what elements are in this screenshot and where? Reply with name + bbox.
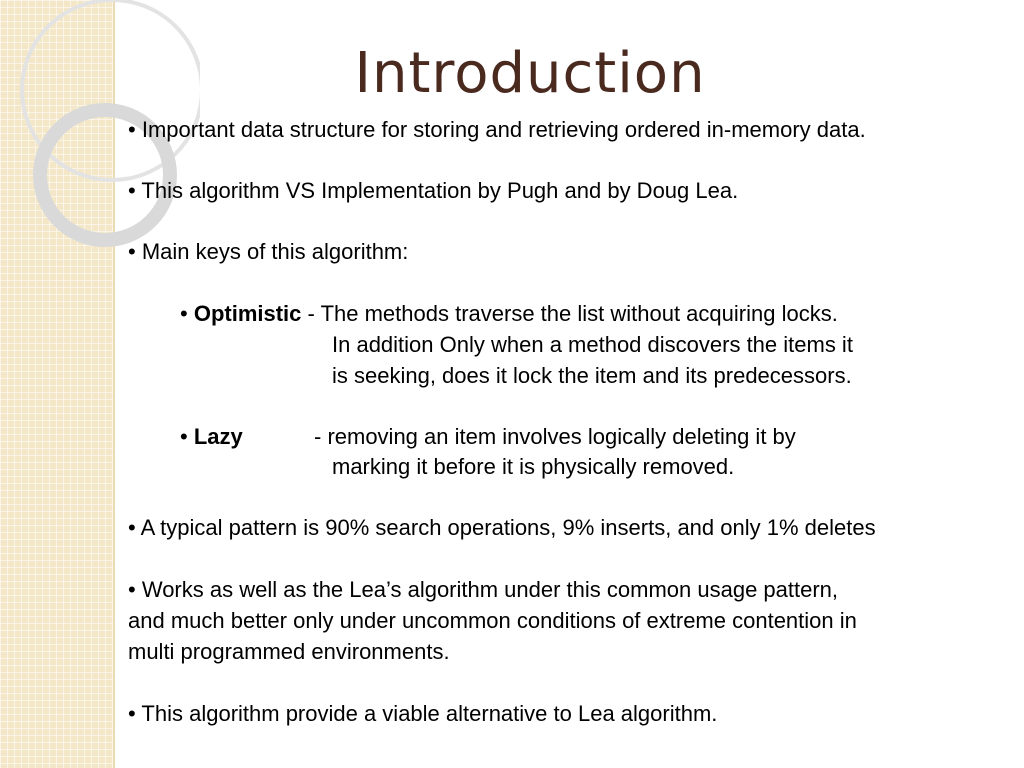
optimistic-desc-3: is seeking, does it lock the item and its predecessors.	[332, 363, 852, 388]
lazy-desc-2: marking it before it is physically removed.	[332, 454, 735, 479]
bullet-line-storage	[128, 115, 866, 145]
bullet-text: This algorithm provide a viable alternative to Lea algorithm.	[141, 701, 718, 726]
sub-bullet-lazy	[180, 422, 243, 452]
lazy-desc-1: - removing an item involves logically deleting it by	[314, 424, 796, 449]
bullet-text: Main keys of this algorithm:	[141, 239, 409, 264]
optimistic-term: Optimistic	[193, 301, 302, 326]
bullet-mark: •	[180, 424, 188, 449]
bullet-mark: •	[128, 577, 136, 602]
bullet-mark: •	[180, 301, 188, 326]
sidebar-pattern	[0, 0, 115, 768]
bullet-line-works-2: and much better only under uncommon conditions of extreme contention in	[128, 608, 857, 633]
bullet-mark: •	[128, 239, 136, 264]
bullet-mark: •	[128, 701, 136, 726]
bullet-line-works-3: multi programmed environments.	[128, 639, 450, 664]
bullet-text: Important data structure for storing and retrieving ordered in-memory data.	[141, 117, 866, 142]
bullet-line-pattern	[128, 513, 876, 543]
bullet-line-main-keys	[128, 237, 408, 267]
bullet-mark: •	[128, 515, 136, 540]
bullet-text: A typical pattern is 90% search operations, 9% inserts, and only 1% deletes	[140, 515, 876, 540]
lazy-term: Lazy	[193, 424, 243, 449]
sub-bullet-optimistic	[180, 299, 838, 329]
optimistic-desc-1: - The methods traverse the list without acquiring locks.	[307, 301, 838, 326]
bullet-line-works-1	[128, 575, 838, 605]
bullet-line-alternative	[128, 699, 717, 729]
bullet-mark: •	[128, 117, 136, 142]
slide-title: Introduction	[354, 41, 706, 106]
bullet-text: This algorithm VS Implementation by Pugh and by Doug Lea.	[141, 178, 739, 203]
bullet-mark: •	[128, 178, 136, 203]
bullet-line-comparison	[128, 176, 738, 206]
bullet-text: Works as well as the Lea’s algorithm under this common usage pattern,	[141, 577, 839, 602]
optimistic-desc-2: In addition Only when a method discovers the items it	[332, 332, 853, 357]
